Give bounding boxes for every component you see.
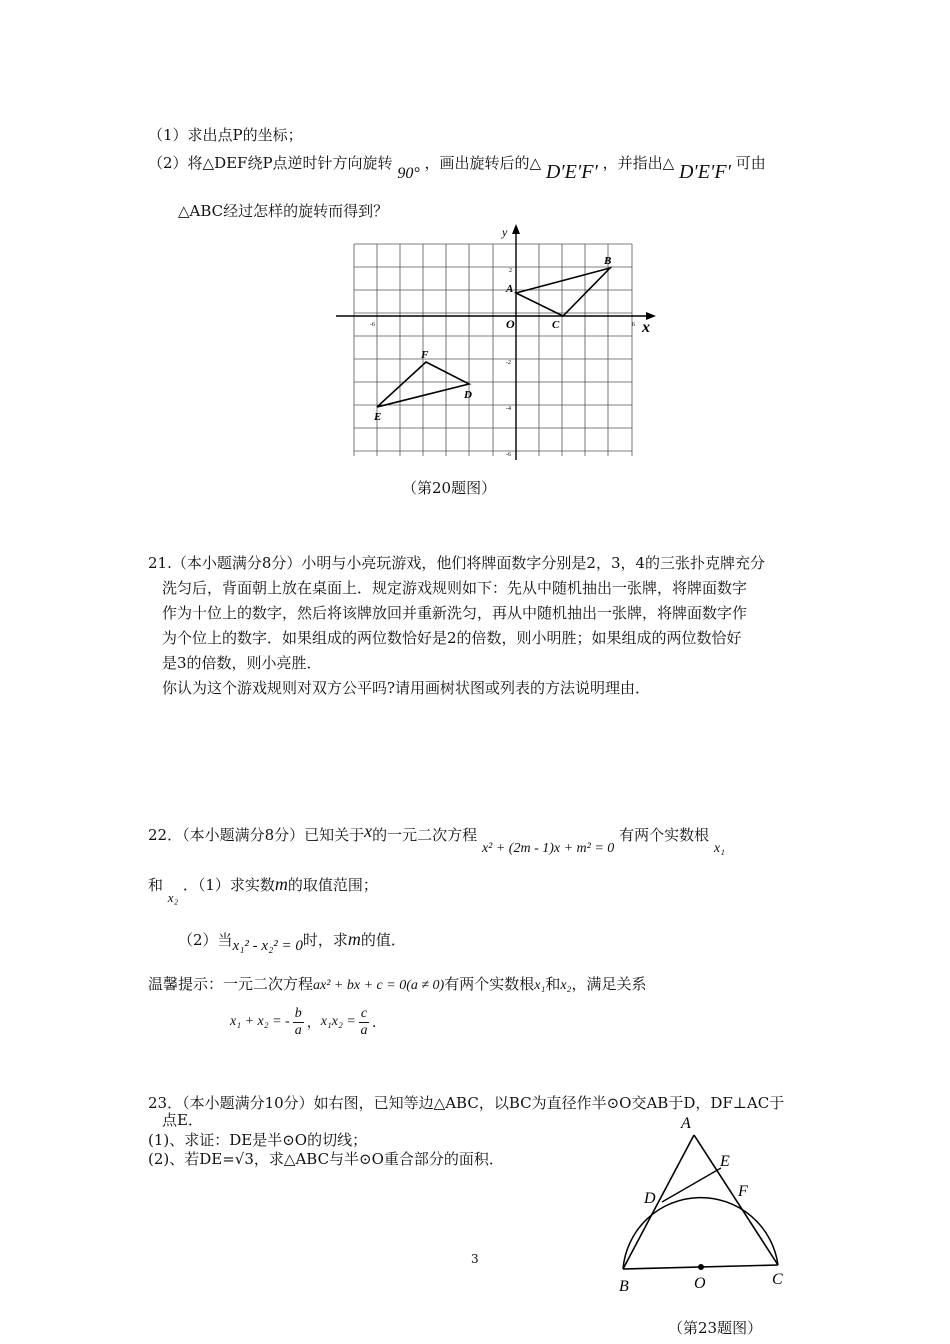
q20-part2-line1 <box>148 152 766 183</box>
q22-fraction-b-over-a <box>293 1006 304 1039</box>
q22-line-1 <box>148 821 725 856</box>
q23-geometry-figure <box>610 1108 820 1308</box>
q22-vieta2: x₁x₂ = <box>320 1014 356 1029</box>
q20-tri2: D′E′F′ <box>678 161 731 183</box>
q23-intro2: 点E． <box>162 1111 203 1129</box>
q23-label-d: D <box>644 1190 656 1207</box>
q22-equation: x² + (2m - 1)x + m² = 0 <box>481 841 615 856</box>
q22-line-2 <box>148 874 378 905</box>
q22-part2-c: 的值． <box>360 931 406 949</box>
q22-vieta-formulas <box>230 1000 386 1044</box>
q22-var-x: x <box>364 821 373 841</box>
q22-vieta1: x₁ + x₂ = - <box>230 1014 290 1029</box>
segment-de <box>662 1168 721 1202</box>
q23-label-o: O <box>694 1275 706 1292</box>
q21-line-6: 你认为这个游戏规则对双方公平吗?请用画树状图或列表的方法说明理由． <box>162 679 651 697</box>
origin-label: O <box>506 317 515 331</box>
q22-period: ． <box>372 1016 387 1031</box>
q21-line-3: 作为十位上的数字，然后将该牌放回并重新洗匀，再从中随机抽出一张牌，将牌面数字作 <box>162 604 748 622</box>
q22-hint-x2: x₂ <box>560 978 572 993</box>
tick-y-neg6: -6 <box>506 452 511 458</box>
q22-var-m: m <box>274 874 288 894</box>
side-ac <box>694 1135 778 1265</box>
q22-comma: ， <box>306 1016 321 1031</box>
q20-coordinate-figure <box>330 220 670 465</box>
q22-intro-c: 有两个实数根 <box>619 826 710 844</box>
x-axis-label: x <box>642 319 650 336</box>
q20-part2-d: 可由 <box>735 154 766 172</box>
q23-part1: (1)、求证：DE是半⊙O的切线； <box>148 1131 368 1149</box>
q20-part2-c: ，并指出△ <box>602 154 675 172</box>
q20-angle: 90° <box>397 165 420 182</box>
q23-caption: （第23题图） <box>668 1319 763 1337</box>
q22-root1: x₁ <box>713 841 725 856</box>
triangle-abc <box>516 268 610 316</box>
q20-part2-line2: △ABC经过怎样的旋转而得到？ <box>178 202 389 220</box>
page-number: 3 <box>471 1252 479 1266</box>
q22-hint-a: 温馨提示：一元二次方程 <box>148 975 314 993</box>
q22-hint-c: ，满足关系 <box>571 975 647 993</box>
q22-fraction-c-over-a <box>359 1006 369 1039</box>
q22-hint-b: 有两个实数根 <box>444 975 535 993</box>
label-a: A <box>506 283 514 295</box>
q23-label-f: F <box>738 1183 748 1200</box>
label-f: F <box>421 349 429 361</box>
fraction-denominator: a <box>360 1022 368 1038</box>
grid <box>354 244 632 456</box>
q22-part2-a: （2）当 <box>178 931 233 949</box>
tick-x-pos6: 6 <box>632 322 635 328</box>
q23-label-a: A <box>681 1115 691 1132</box>
q22-var-m2: m <box>347 929 361 949</box>
y-axis-label: y <box>502 225 508 239</box>
center-dot-o <box>698 1264 704 1270</box>
q22-and: 和 <box>148 876 164 894</box>
q22-hint-line <box>148 974 646 996</box>
q22-line-3 <box>178 929 406 954</box>
label-c: C <box>552 319 560 331</box>
q23-sqrt: √3 <box>234 1150 254 1168</box>
label-e: E <box>374 411 382 423</box>
q22-condition: x₁² - x₂² = 0 <box>232 938 303 954</box>
tick-y-2: 2 <box>509 268 512 274</box>
q23-part2-a: (2)、若DE= <box>148 1150 235 1168</box>
q21-line-5: 是3的倍数，则小亮胜． <box>162 654 322 672</box>
q23-label-c: C <box>772 1271 783 1288</box>
side-ab <box>623 1135 694 1269</box>
q20-part2-a: （2）将△DEF绕P点逆时针方向旋转 <box>148 154 393 172</box>
q23-label-e: E <box>720 1153 730 1170</box>
fraction-numerator: b <box>294 1005 302 1021</box>
semicircle-o <box>623 1198 778 1269</box>
q20-tri1: D′E′F′ <box>545 161 598 183</box>
q22-hint-and: 和 <box>545 975 561 993</box>
q23-part2 <box>148 1149 504 1169</box>
tick-y-neg2: -2 <box>506 360 511 366</box>
fraction-denominator: a <box>294 1022 302 1038</box>
q22-intro-b: 的一元二次方程 <box>372 826 478 844</box>
q22-root2: x₂ <box>167 890 179 905</box>
q21-line-2: 洗匀后，背面朝上放在桌面上．规定游戏规则如下：先从中随机抽出一张牌，将牌面数字 <box>162 579 748 597</box>
q22-hint-equation: ax² + bx + c = 0(a ≠ 0) <box>313 978 445 993</box>
q23-part2-b: ，求△ABC与半⊙O重合部分的面积． <box>253 1150 504 1168</box>
label-d: D <box>464 389 472 401</box>
q20-part1: （1）求出点P的坐标； <box>148 126 303 144</box>
tick-y-neg4: -4 <box>506 406 511 412</box>
q22-hint-x1: x₁ <box>534 978 546 993</box>
q22-part1-b: 的取值范围； <box>287 876 378 894</box>
q22-part2-b: 时，求 <box>302 931 348 949</box>
fraction-numerator: c <box>360 1005 368 1021</box>
q21-line-1: 21.（本小题满分8分）小明与小亮玩游戏，他们将牌面数字分别是2，3，4的三张扑克牌充分 <box>148 554 766 572</box>
q20-caption: （第20题图） <box>402 479 497 497</box>
q21-line-4: 为个位上的数字．如果组成的两位数恰好是2的倍数，则小明胜；如果组成的两位数恰好 <box>162 629 742 647</box>
q22-intro-a: 22．（本小题满分8分）已知关于 <box>148 826 365 844</box>
q20-part2-b: ，画出旋转后的△ <box>424 154 542 172</box>
q23-intro: 23．（本小题满分10分）如右图，已知等边△ABC，以BC为直径作半⊙O交AB于D，DF⊥AC于 <box>148 1094 785 1112</box>
tick-x-neg6: -6 <box>370 322 375 328</box>
q22-part1: ．（1）求实数 <box>182 876 275 894</box>
label-b: B <box>604 255 612 267</box>
y-axis-arrow-icon <box>512 224 520 234</box>
q23-label-b: B <box>619 1278 629 1295</box>
